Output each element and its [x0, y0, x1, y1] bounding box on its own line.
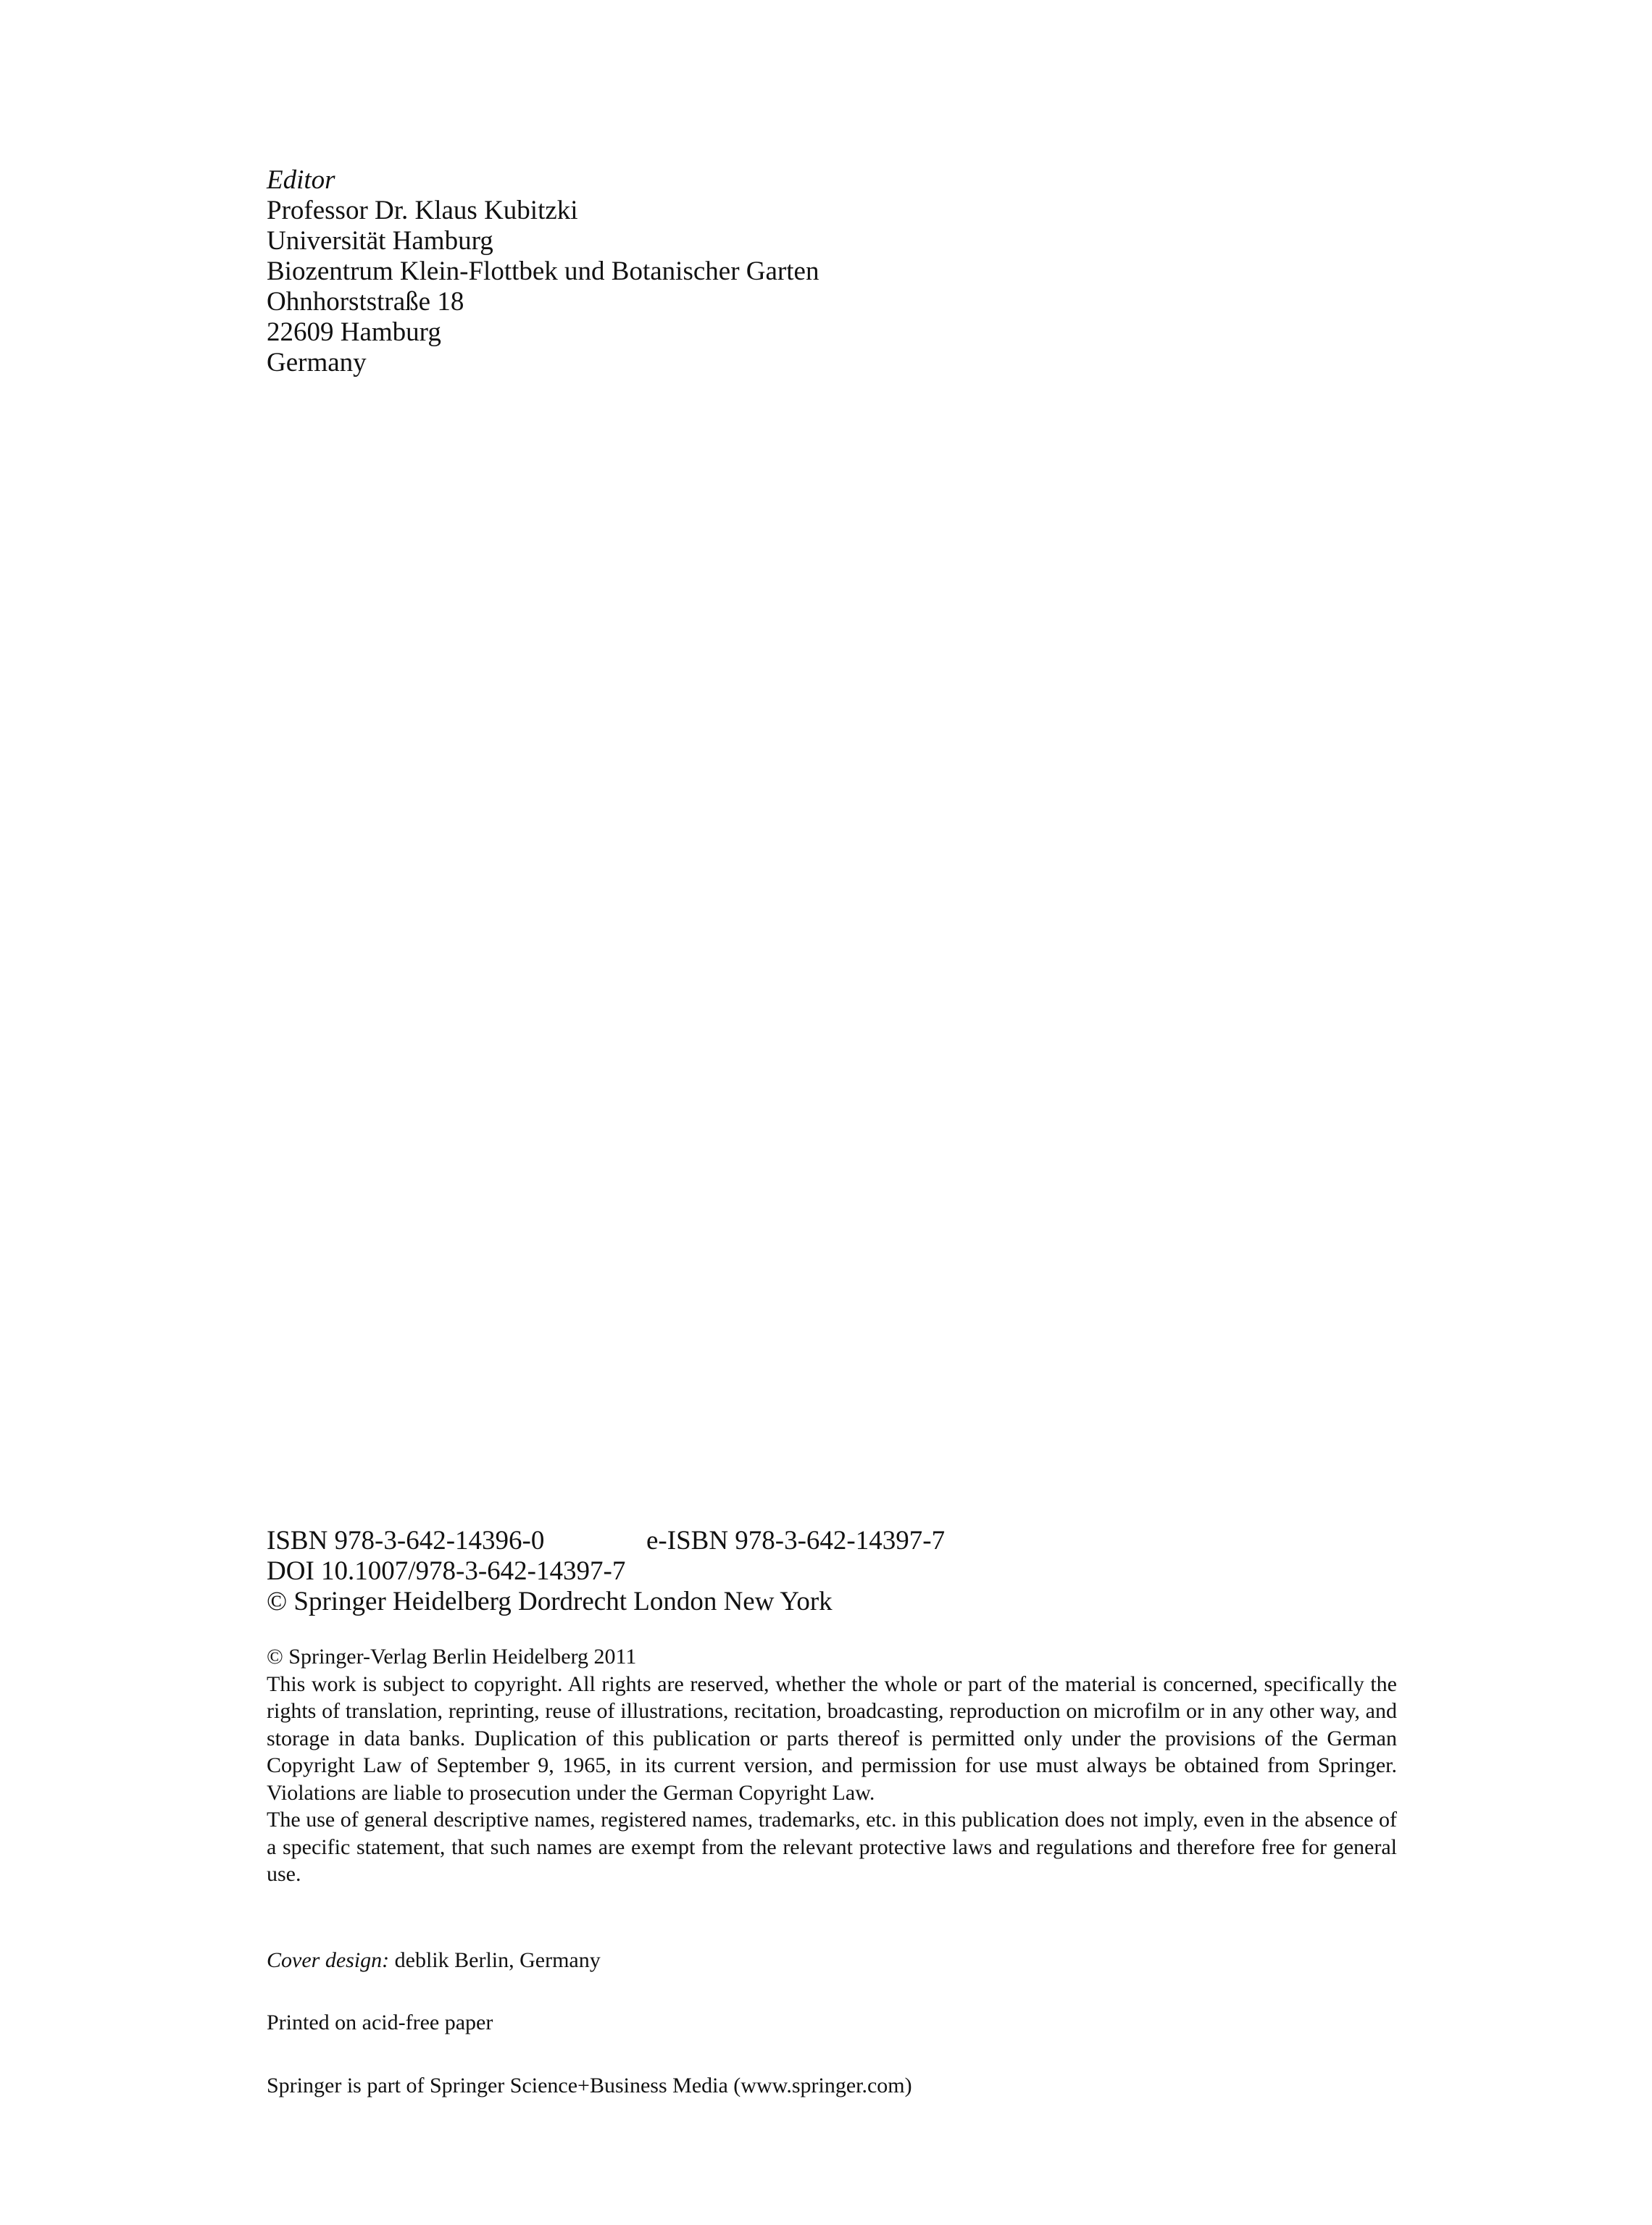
cover-design-label: Cover design: — [267, 1948, 390, 1972]
isbn-row — [267, 1526, 1397, 1556]
isbn: ISBN 978-3-642-14396-0 — [267, 1526, 545, 1556]
editor-city: 22609 Hamburg — [267, 317, 441, 347]
editor-label: Editor — [267, 165, 335, 195]
copyright-paragraph-rights: This work is subject to copyright. All rights are reserved, whether the whole or part of the material is concerned, specifically the rights of translation, reprinting, reuse of illustrations, recitation, broadcasting, reproduction on microfilm or in any other way, and storage in data banks. Duplication of this publication or parts thereof is permitted only under the provisions of the German Copyright Law of September 9, 1965, in its current version, and permission for use must always be obtained from Springer. Violations are liable to prosecution under the German Copyright Law. — [267, 1671, 1397, 1805]
editor-street: Ohnhorststraße 18 — [267, 287, 464, 317]
editor-name: Professor Dr. Klaus Kubitzki — [267, 196, 578, 225]
editor-address-block — [267, 165, 1426, 378]
editor-country: Germany — [267, 348, 367, 377]
printed-note: Printed on acid-free paper — [267, 2011, 493, 2034]
springer-note: Springer is part of Springer Science+Business Media (www.springer.com) — [267, 2074, 912, 2097]
editor-university: Universität Hamburg — [267, 226, 493, 256]
copyright-line: © Springer-Verlag Berlin Heidelberg 2011 — [267, 1645, 637, 1669]
cover-design-value: deblik Berlin, Germany — [389, 1948, 601, 1972]
bibliographic-block — [267, 1526, 1397, 1617]
cover-design-credit — [267, 1947, 601, 1974]
copyright-notice — [267, 1643, 1397, 1888]
doi: DOI 10.1007/978-3-642-14397-7 — [267, 1556, 626, 1586]
publisher-line: © Springer Heidelberg Dordrecht London New York — [267, 1587, 833, 1616]
e-isbn: e-ISBN 978-3-642-14397-7 — [646, 1526, 946, 1556]
editor-institute: Biozentrum Klein-Flottbek und Botanischer Garten — [267, 256, 819, 286]
copyright-paragraph-trademarks: The use of general descriptive names, registered names, trademarks, etc. in this publication does not imply, even in the absence of a specific statement, that such names are exempt from the relevant protective laws and regulations and therefore free for general use. — [267, 1808, 1397, 1886]
